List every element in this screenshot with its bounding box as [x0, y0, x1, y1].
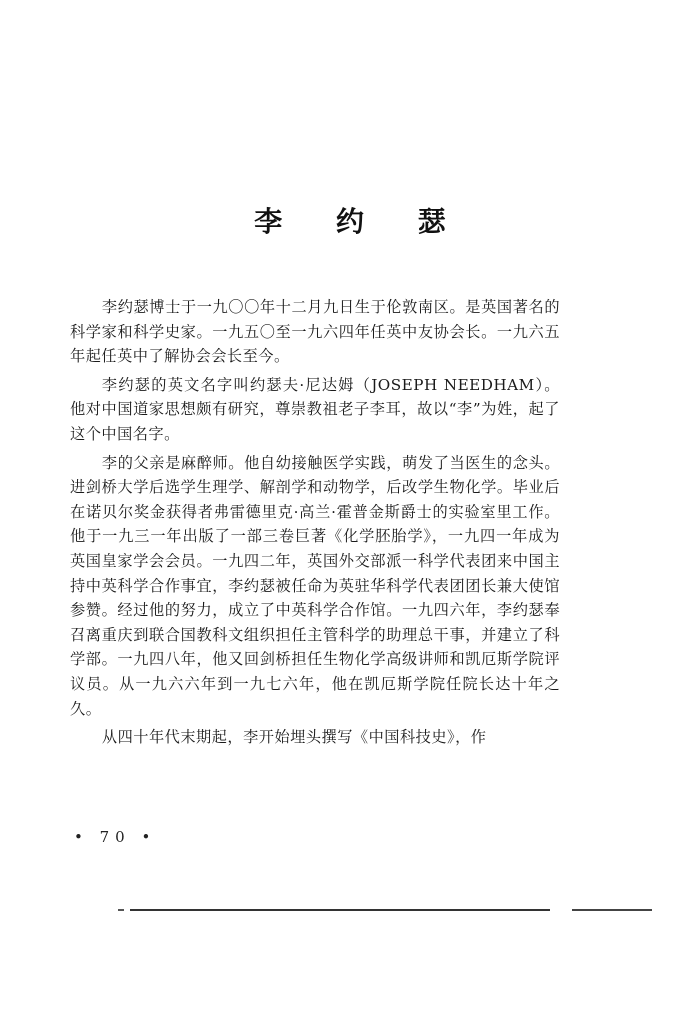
paragraph: 从四十年代末期起，李开始埋头撰写《中国科技史》，作	[101, 728, 487, 747]
paragraph: 李约瑟博士于一九〇〇年十二月九日生于伦敦南区。是英国著名的科学家和科学史家。一九五〇至一九六四年任英中友协会长。一九六五年起任英中了解协会会长至今。	[70, 298, 560, 366]
chapter-title: 李 约 瑟	[254, 205, 468, 238]
footer-rule	[130, 909, 550, 911]
page-number: • 70 •	[74, 828, 157, 846]
body-text	[70, 295, 560, 754]
footer-rule-right	[572, 909, 652, 911]
footer-rule-stub	[118, 909, 124, 911]
paragraph: 李约瑟的英文名字叫约瑟夫·尼达姆（JOSEPH NEEDHAM）。他对中国道家思想颇有研究，尊崇教祖老子李耳，故以“李”为姓，起了这个中国名字。	[70, 375, 560, 443]
paragraph: 李的父亲是麻醉师。他自幼接触医学实践，萌发了当医生的念头。进剑桥大学后选学生理学、解剖学和动物学，后改学生物化学。毕业后在诺贝尔奖金获得者弗雷德里克·高兰·霍普金斯爵士的实验室里工作。他于一九三一年出版了一部三卷巨著《化学胚胎学》，一九四一年成为英国皇家学会会员。一九四二年，英国外交部派一科学代表团来中国主持中英科学合作事宜，李约瑟被任命为英驻华科学代表团团长兼大使馆参赞。经过他的努力，成立了中英科学合作馆。一九四六年，李约瑟奉召离重庆到联合国教科文组织担任主管科学的助理总干事，并建立了科学部。一九四八年，他又回剑桥担任生物化学高级讲师和凯厄斯学院评议员。从一九六六年到一九七六年，他在凯厄斯学院任院长达十年之久。	[70, 453, 560, 718]
